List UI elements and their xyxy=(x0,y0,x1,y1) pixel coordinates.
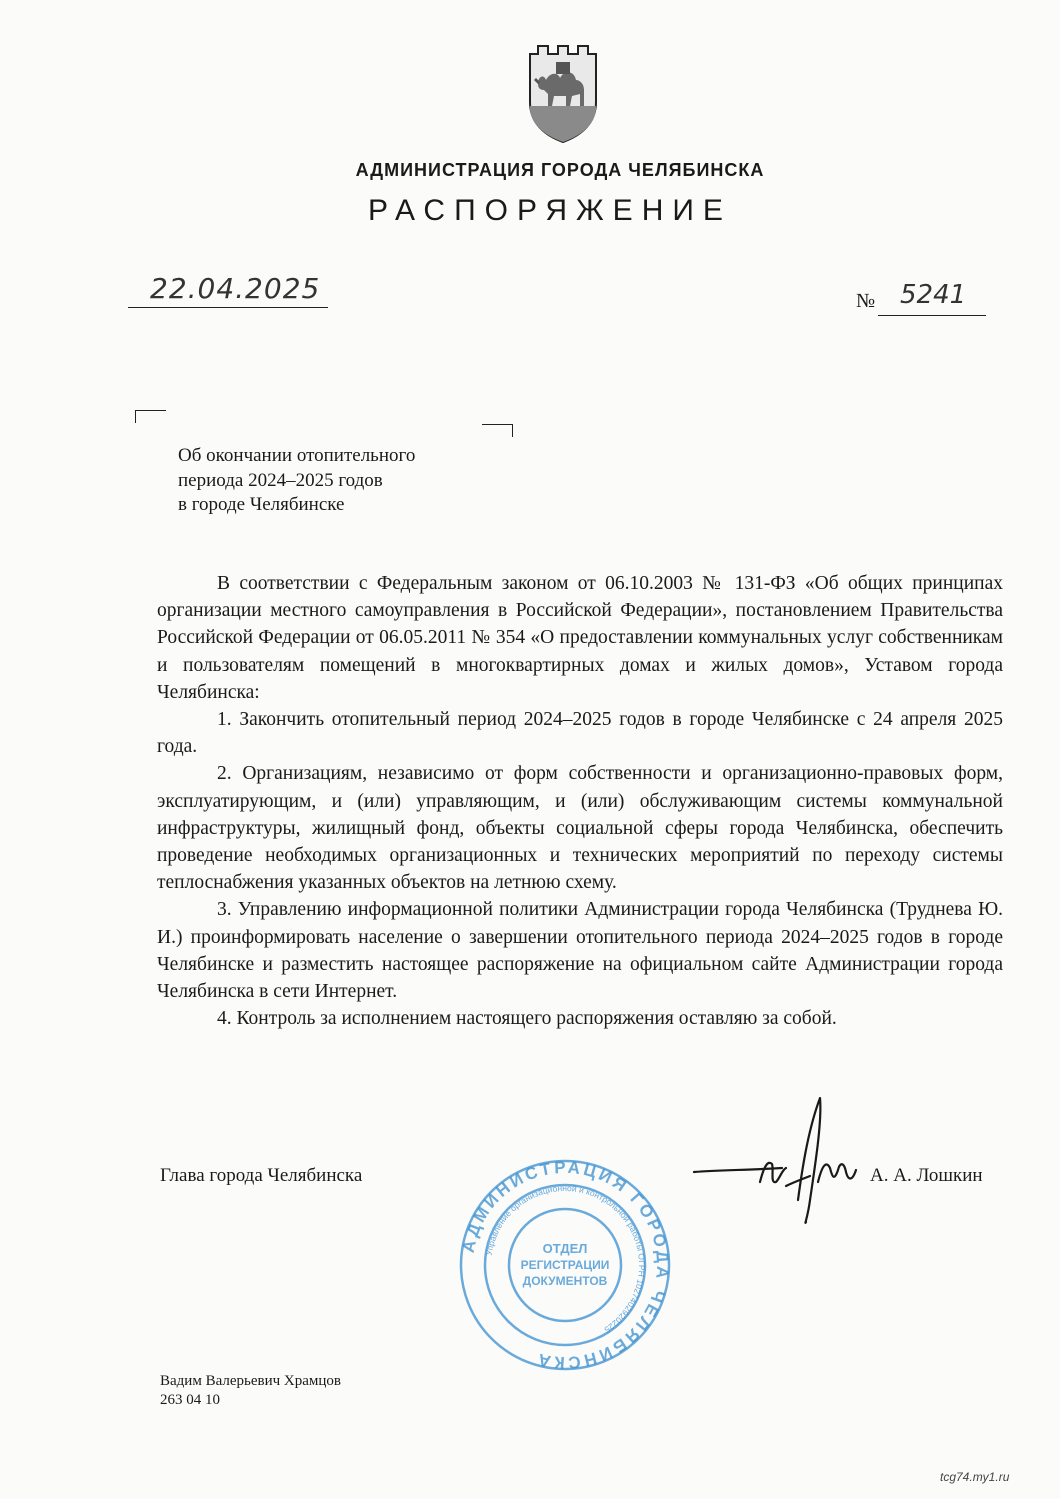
stamp-center-line: ДОКУМЕНТОВ xyxy=(522,1274,608,1288)
signer-position: Глава города Челябинска xyxy=(160,1165,363,1186)
document-body xyxy=(157,570,1003,1032)
registration-stamp xyxy=(455,1155,675,1375)
subject-bracket-left xyxy=(135,410,166,423)
subject-line: Об окончании отопительного xyxy=(178,445,416,466)
number-underline xyxy=(878,315,986,316)
subject-line: в городе Челябинске xyxy=(178,494,345,515)
handwritten-number: 5241 xyxy=(900,280,967,310)
preamble-paragraph: В соответствии с Федеральным законом от 06.10.2003 № 131-ФЗ «Об общих принципах организации местного самоуправления в Российской Федерации», постановлением Правительства Российской Федерации от 06.05.2011 № 354 «О предоставлении коммунальных услуг собственникам и пользователям помещений в многоквартирных домах и жилых домов», Уставом города Челябинска: xyxy=(157,573,1003,703)
city-coat-of-arms xyxy=(524,40,602,144)
item-paragraph: 2. Организациям, независимо от форм собственности и организационно-правовых форм, эксплуатирующим, и (или) управляющим, и (или) обслуживающим системы коммунальной инфраструктуры, жилищный фонд, объекты социальной сферы города Челябинска, обеспечить проведение необходимых организационных и технических мероприятий по переходу системы теплоснабжения указанных объектов на летнюю схему. xyxy=(157,763,1003,894)
subject-line: периода 2024–2025 годов xyxy=(178,469,383,491)
executor-phone: 263 04 10 xyxy=(160,1392,220,1408)
handwritten-signature xyxy=(690,1090,880,1230)
document-type-title: РАСПОРЯЖЕНИЕ xyxy=(368,194,732,227)
organization-name: АДМИНИСТРАЦИЯ ГОРОДА ЧЕЛЯБИНСКА xyxy=(355,160,765,180)
subject-bracket-right xyxy=(482,424,513,437)
stamp-center-line: РЕГИСТРАЦИИ xyxy=(520,1258,610,1272)
site-watermark: tcg74.my1.ru xyxy=(940,1470,1010,1484)
stamp-outer-text: АДМИНИСТРАЦИЯ ГОРОДА ЧЕЛЯБИНСКА xyxy=(458,1157,673,1373)
item-paragraph: 4. Контроль за исполнением настоящего распоряжения оставляю за собой. xyxy=(217,1008,837,1030)
handwritten-date: 22.04.2025 xyxy=(150,272,321,305)
document-subject xyxy=(178,444,415,518)
item-paragraph: 3. Управлению информационной политики Администрации города Челябинска (Труднева Ю. И.) проинформировать население о завершении отопительного периода 2024–2025 годов в городе Челябинске и разместить настоящее распоряжение на официальном сайте Администрации города Челябинска в сети Интернет. xyxy=(157,899,1003,1003)
signer-name: А. А. Лошкин xyxy=(870,1165,983,1186)
number-sign: № xyxy=(856,290,876,312)
date-underline xyxy=(128,307,328,308)
stamp-center-line: ОТДЕЛ xyxy=(542,1241,588,1256)
item-paragraph: 1. Закончить отопительный период 2024–2025 годов в городе Челябинске с 24 апреля 2025 года. xyxy=(157,709,1003,758)
executor-info xyxy=(160,1372,341,1410)
executor-name: Вадим Валерьевич Храмцов xyxy=(160,1373,341,1389)
stamp-inner-text: Управление организационной и контрольной работы ОГРН 1027402920225 xyxy=(483,1182,648,1335)
